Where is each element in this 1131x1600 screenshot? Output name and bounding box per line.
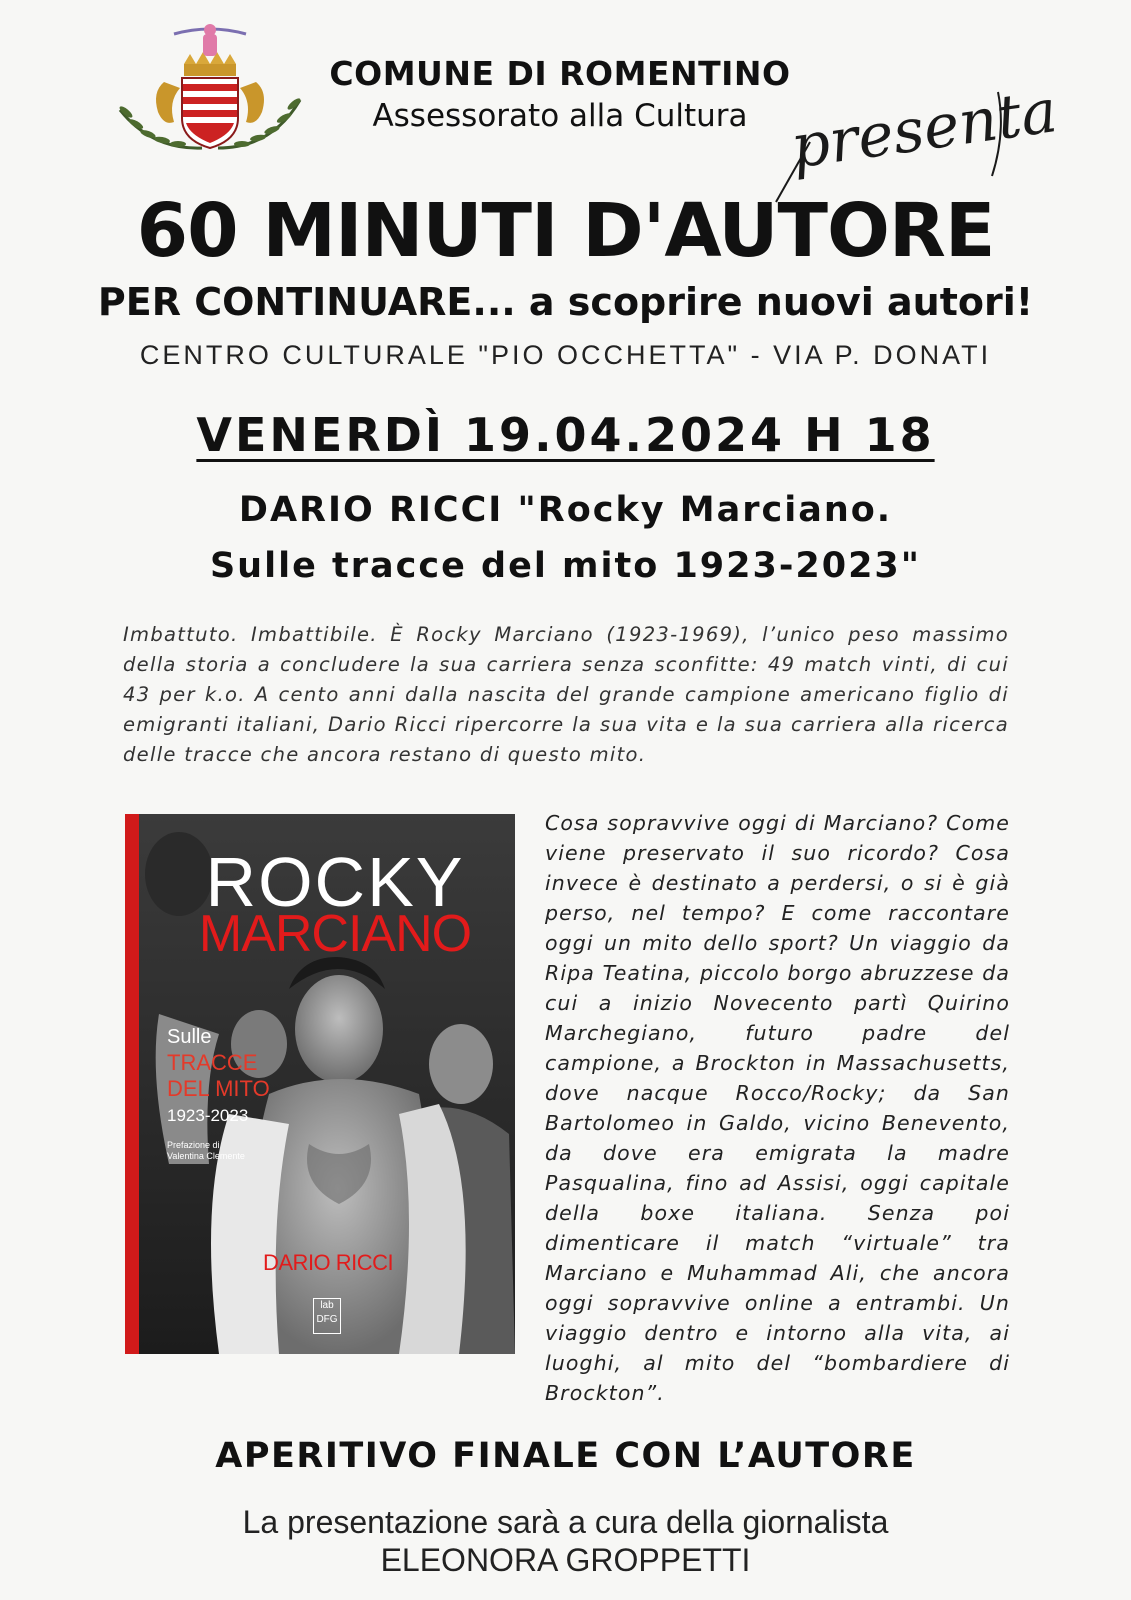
cover-title-rocky: ROCKY xyxy=(205,843,465,921)
presenta-text: presenta xyxy=(786,76,1062,183)
cover-subtitle-sulle: Sulle xyxy=(167,1026,212,1048)
cover-tracce-word: TRACCE xyxy=(167,1050,258,1075)
cover-publisher-logo: lab DFG xyxy=(313,1298,341,1334)
cover-preface xyxy=(167,1140,245,1162)
cover-author: DARIO RICCI xyxy=(263,1250,394,1275)
curator-name: ELEONORA GROPPETTI xyxy=(380,1542,751,1578)
curator-line: La presentazione sarà a cura della giornalista xyxy=(242,1504,889,1540)
book-title-line2: Sulle tracce del mito 1923-2023" xyxy=(209,546,922,586)
book-title-line1: DARIO RICCI "Rocky Marciano. xyxy=(238,490,893,530)
book-cover xyxy=(125,814,515,1354)
municipality-name: COMUNE DI ROMENTINO xyxy=(329,54,791,93)
aperitivo-note: APERITIVO FINALE CON L’AUTORE xyxy=(215,1436,916,1476)
event-date-text: VENERDÌ 19.04.2024 H 18 xyxy=(196,408,935,462)
cover-red-stripe xyxy=(125,814,139,1354)
book-description: Cosa sopravvive oggi di Marciano? Come viene preservato il suo ricordo? Cosa invece è destinato a perdersi, o si è già perso, nel tempo? E come raccontare oggi un mito dello sport? Un viaggio da Ripa Teatina, piccolo borgo abruzzese da cui a inizio Novecento partì Quirino Marchegiano, futuro padre del campione, a Brockton in Massachusetts, dove nacque Rocco/Rocky; da San Bartolomeo in Galdo, vicino Benevento, da dove era emigrata la madre Pasqualina, fino ad Assisi, oggi capitale della boxe italiana. Senza poi dimenticare il match “virtuale” tra Marciano e Muhammad Ali, che ancora oggi sopravvive online a entrambi. Un viaggio dentro e intorno alla vita, ai luoghi, al mito del “bombardiere di Brockton”. xyxy=(545,811,1010,1405)
event-venue: CENTRO CULTURALE "PIO OCCHETTA" - VIA P. DONATI xyxy=(139,340,992,370)
cover-subtitle-tracce xyxy=(167,1050,270,1102)
municipal-crest-icon xyxy=(112,20,308,160)
cover-preface-label: Prefazione di xyxy=(167,1140,220,1150)
book-intro: Imbattuto. Imbattibile. È Rocky Marciano (1923-1969), l’unico peso massimo della storia a concludere la sua carriera senza sconfitte: 49 match vinti, di cui 43 per k.o. A cento anni dalla nascita del grande campione americano figlio di emigranti italiani, Dario Ricci ripercorre la sua vita e la sua carriera alla ricerca delle tracce che ancora restano di questo mito. xyxy=(123,623,1009,766)
event-date xyxy=(0,408,1131,462)
event-title: 60 MINUTI D'AUTORE xyxy=(136,188,995,274)
cover-del-mito: DEL MITO xyxy=(167,1076,270,1101)
cover-years: 1923-2023 xyxy=(167,1106,249,1125)
cover-preface-name: Valentina Clemente xyxy=(167,1151,245,1161)
event-subtitle: PER CONTINUARE... a scoprire nuovi autori! xyxy=(97,280,1034,324)
cover-title-marciano: MARCIANO xyxy=(198,905,472,963)
department-name: Assessorato alla Cultura xyxy=(372,98,748,134)
